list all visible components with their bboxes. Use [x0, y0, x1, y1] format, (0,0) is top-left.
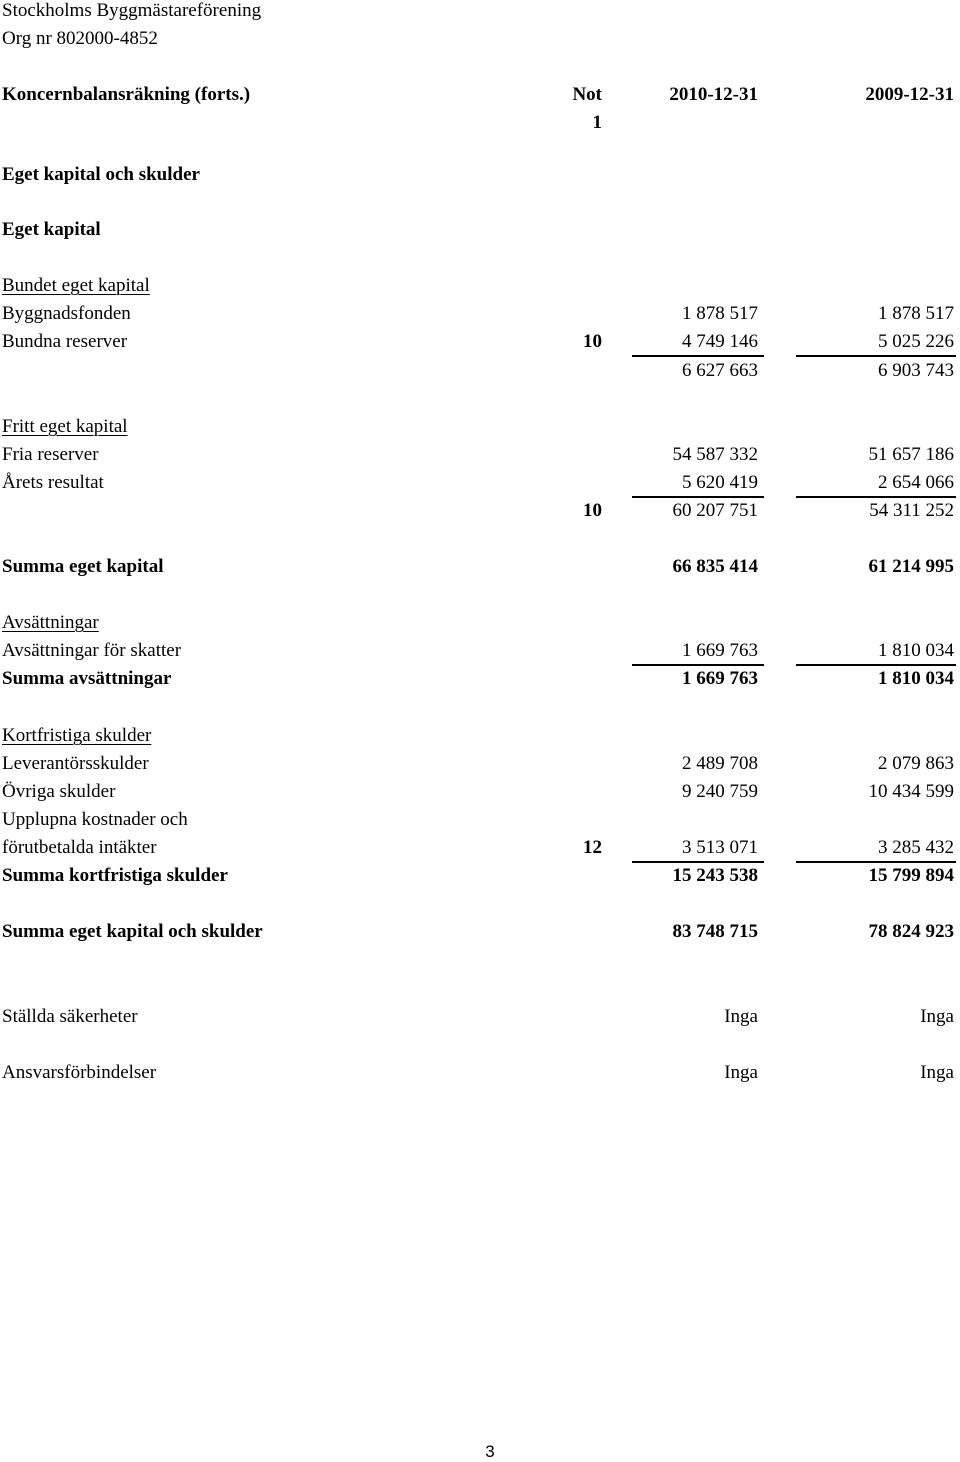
- row-label: Leverantörsskulder: [2, 753, 149, 774]
- row-label: Summa eget kapital: [2, 556, 164, 577]
- table-row: [0, 778, 960, 806]
- value-2009: 3 285 432: [878, 837, 954, 858]
- section-heading-main: [0, 161, 960, 189]
- section-title: Eget kapital och skulder: [2, 164, 200, 185]
- subsection-heading-free: [0, 413, 960, 441]
- table-row: [0, 750, 960, 778]
- value-2010: 15 243 538: [672, 865, 758, 886]
- note-number-line: [0, 109, 960, 137]
- table-row: [0, 328, 960, 356]
- subsection-heading-restricted: [0, 272, 960, 300]
- table-row: [0, 637, 960, 665]
- value-2010: 5 620 419: [682, 472, 758, 493]
- table-row: [0, 300, 960, 328]
- row-note: 12: [583, 837, 602, 858]
- value-2009: 2 079 863: [878, 753, 954, 774]
- table-row: [0, 834, 960, 862]
- value-2009: 5 025 226: [878, 331, 954, 352]
- table-row-total: [0, 553, 960, 581]
- section-title: Eget kapital: [2, 219, 101, 240]
- value-2010: 2 489 708: [682, 753, 758, 774]
- subsection-title: Fritt eget kapital: [2, 416, 128, 437]
- value-2010: 66 835 414: [672, 556, 758, 577]
- row-label: Summa avsättningar: [2, 668, 172, 689]
- value-2009: 61 214 995: [868, 556, 954, 577]
- row-label: Årets resultat: [2, 472, 104, 493]
- table-row: [0, 1059, 960, 1087]
- value-2010: 3 513 071: [682, 837, 758, 858]
- org-number: Org nr 802000-4852: [2, 28, 158, 49]
- row-label: Ställda säkerheter: [2, 1006, 138, 1027]
- table-row: [0, 357, 960, 385]
- table-row-total: [0, 665, 960, 693]
- value-2009: 1 878 517: [878, 303, 954, 324]
- subsection-title: Avsättningar: [2, 612, 99, 633]
- value-2010: 1 669 763: [682, 668, 758, 689]
- value-2009: 10 434 599: [868, 781, 954, 802]
- value-2010: 4 749 146: [682, 331, 758, 352]
- org-name: Stockholms Byggmästareförening: [2, 0, 262, 21]
- note-column-header: Not: [572, 84, 602, 105]
- column-header-2009: 2009-12-31: [865, 84, 954, 105]
- value-2009: Inga: [920, 1006, 954, 1027]
- row-note: 10: [583, 500, 602, 521]
- value-2009: 1 810 034: [878, 640, 954, 661]
- row-label: Övriga skulder: [2, 781, 116, 802]
- row-label: Avsättningar för skatter: [2, 640, 182, 661]
- page-number: 3: [485, 1442, 495, 1461]
- note-column-number: 1: [592, 112, 602, 133]
- table-header: [0, 81, 960, 109]
- table-row: [0, 441, 960, 469]
- column-header-2010: 2010-12-31: [669, 84, 758, 105]
- table-row: [0, 1003, 960, 1031]
- value-2010: Inga: [724, 1006, 758, 1027]
- subsection-title: Kortfristiga skulder: [2, 725, 152, 746]
- value-2010: 6 627 663: [682, 360, 758, 381]
- org-name-line: [0, 0, 960, 25]
- value-2010: 60 207 751: [672, 500, 758, 521]
- row-label: Ansvarsförbindelser: [2, 1062, 157, 1083]
- value-2010: 54 587 332: [672, 444, 758, 465]
- value-2009: Inga: [920, 1062, 954, 1083]
- row-label: Upplupna kostnader och: [2, 809, 188, 830]
- value-2009: 1 810 034: [878, 668, 954, 689]
- value-2009: 2 654 066: [878, 472, 954, 493]
- table-row-label-continuation: [0, 806, 960, 834]
- row-note: 10: [583, 331, 602, 352]
- value-2009: 78 824 923: [868, 921, 954, 942]
- row-label: förutbetalda intäkter: [2, 837, 157, 858]
- row-label: Bundna reserver: [2, 331, 128, 352]
- value-2009: 54 311 252: [869, 500, 954, 521]
- value-2010: 83 748 715: [672, 921, 758, 942]
- value-2009: 51 657 186: [868, 444, 954, 465]
- value-2009: 6 903 743: [878, 360, 954, 381]
- section-heading-equity: [0, 216, 960, 244]
- statement-title: Koncernbalansräkning (forts.): [2, 84, 251, 105]
- org-nr-line: [0, 25, 960, 53]
- row-label: Byggnadsfonden: [2, 303, 131, 324]
- table-row-total: [0, 862, 960, 890]
- table-row: [0, 497, 960, 525]
- row-label: Fria reserver: [2, 444, 99, 465]
- value-2010: 1 669 763: [682, 640, 758, 661]
- value-2010: 9 240 759: [682, 781, 758, 802]
- table-row: [0, 469, 960, 497]
- subsection-title: Bundet eget kapital: [2, 275, 150, 296]
- subsection-heading-provisions: [0, 609, 960, 637]
- value-2010: Inga: [724, 1062, 758, 1083]
- value-2009: 15 799 894: [868, 865, 954, 886]
- table-row-grand-total: [0, 918, 960, 946]
- row-label: Summa eget kapital och skulder: [2, 921, 263, 942]
- row-label: Summa kortfristiga skulder: [2, 865, 228, 886]
- value-2010: 1 878 517: [682, 303, 758, 324]
- subsection-heading-current-liabilities: [0, 722, 960, 750]
